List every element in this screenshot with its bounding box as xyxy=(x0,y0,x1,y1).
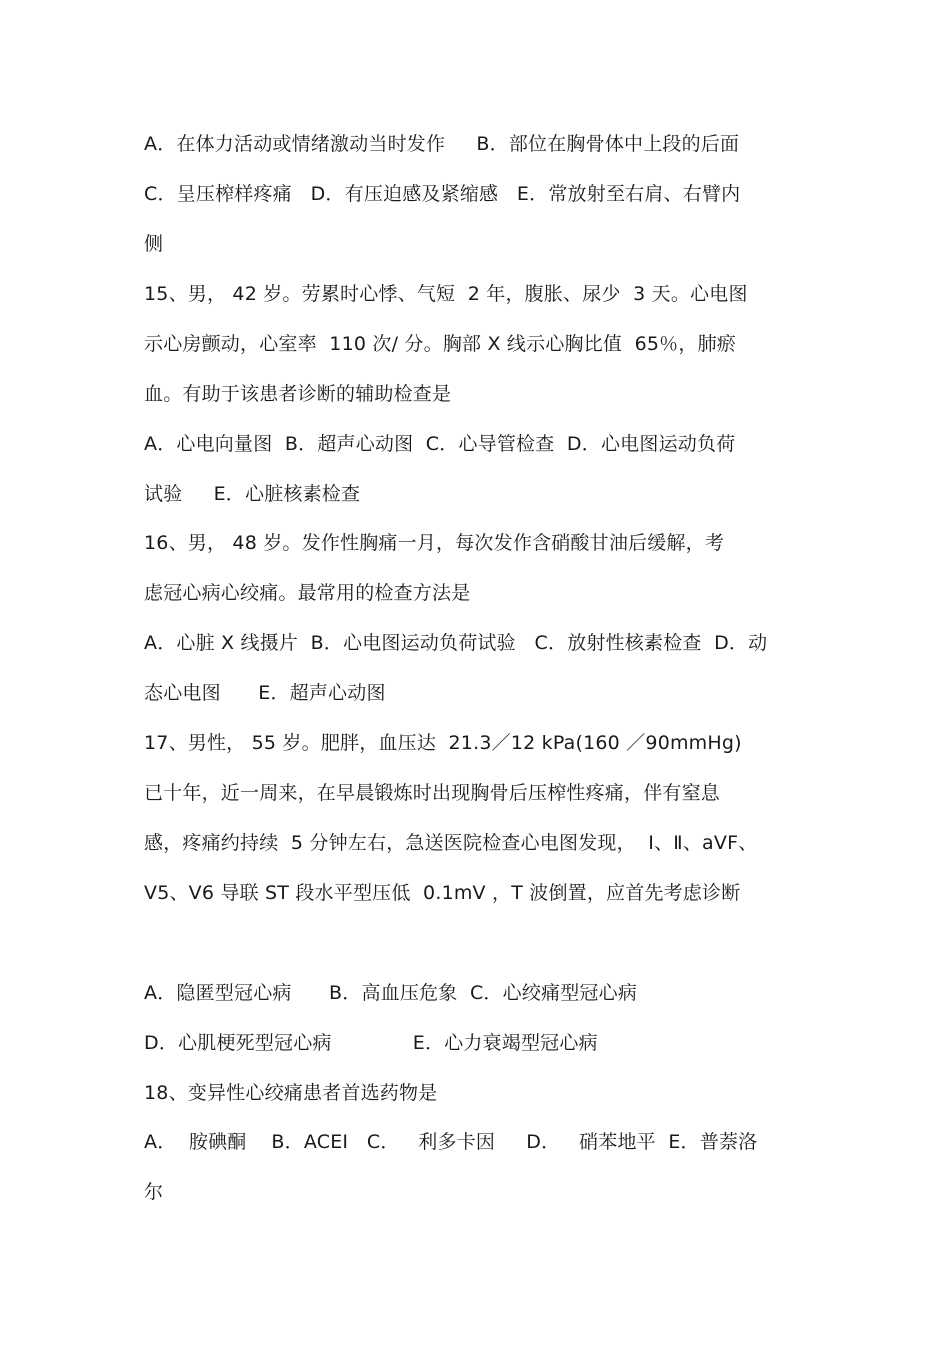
text-line: 试验 E．心脏核素检查 xyxy=(144,483,361,505)
text-line: A．心脏 X 线摄片 B．心电图运动负荷试验 C．放射性核素检查 D．动 xyxy=(144,632,768,654)
text-line: A．隐匿型冠心病 B．高血压危象 C．心绞痛型冠心病 xyxy=(144,982,638,1004)
text-line: 虑冠心病心绞痛。最常用的检查方法是 xyxy=(144,582,471,604)
text-line: A．在体力活动或情绪激动当时发作 B．部位在胸骨体中上段的后面 xyxy=(144,133,740,155)
text-line: 态心电图 E．超声心动图 xyxy=(144,682,386,704)
text-line: 17、男性， 55 岁。肥胖，血压达 21.3／12 kPa(160 ／90mmHg) xyxy=(144,732,742,754)
text-line: A．心电向量图 B．超声心动图 C．心导管检查 D．心电图运动负荷 xyxy=(144,433,736,455)
text-line: 血。有助于该患者诊断的辅助检查是 xyxy=(144,383,452,405)
text-line: V5、V6 导联 ST 段水平型压低 0.1mV ，T 波倒置，应首先考虑诊断 xyxy=(144,882,741,904)
text-line: 示心房颤动，心室率 110 次/ 分。胸部 X 线示心胸比值 65％，肺瘀 xyxy=(144,333,736,355)
text-line: D．心肌梗死型冠心病 E．心力衰竭型冠心病 xyxy=(144,1032,598,1054)
text-line: C．呈压榨样疼痛 D．有压迫感及紧缩感 E．常放射至右肩、右臂内 xyxy=(144,183,741,205)
text-line: 已十年，近一周来，在早晨锻炼时出现胸骨后压榨性疼痛，伴有窒息 xyxy=(144,782,721,804)
text-line: 16、男， 48 岁。发作性胸痛一月，每次发作含硝酸甘油后缓解，考 xyxy=(144,532,725,554)
text-line: 尔 xyxy=(144,1181,164,1203)
text-line: 感，疼痛约持续 5 分钟左右，急送医院检查心电图发现， Ⅰ、Ⅱ、aVF、 xyxy=(144,832,758,854)
text-line: 18、变异性心绞痛患者首选药物是 xyxy=(144,1082,438,1104)
text-line: 15、男， 42 岁。劳累时心悸、气短 2 年，腹胀、尿少 3 天。心电图 xyxy=(144,283,748,305)
text-line: 侧 xyxy=(144,233,164,255)
text-line: A． 胺碘酮 B．ACEI C． 利多卡因 D． 硝苯地平 E．普萘洛 xyxy=(144,1131,758,1153)
